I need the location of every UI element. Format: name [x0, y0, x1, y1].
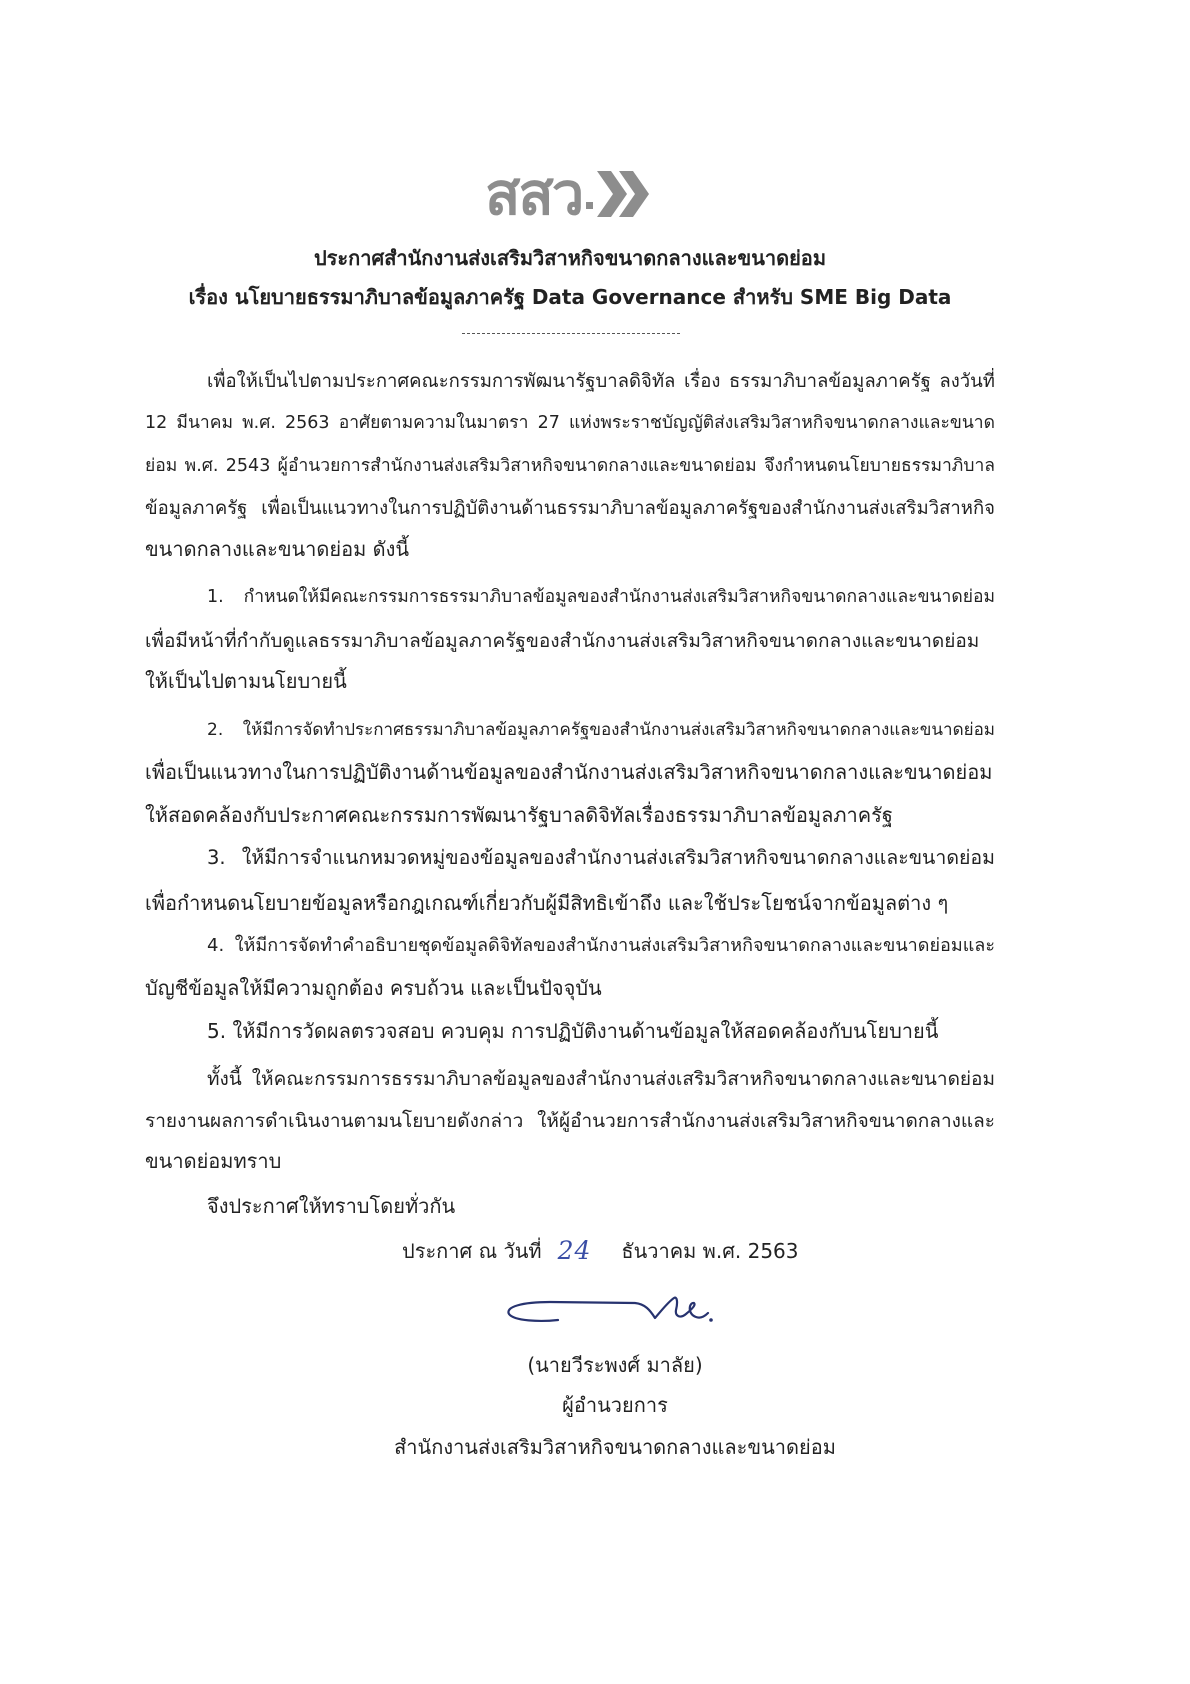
double-chevron-icon	[597, 171, 651, 217]
announcement-title: ประกาศสำนักงานส่งเสริมวิสาหกิจขนาดกลางและขนาดย่อม	[313, 246, 826, 270]
signatory-organization: สำนักงานส่งเสริมวิสาหกิจขนาดกลางและขนาดย่อม	[394, 1435, 836, 1459]
date-month-year: ธันวาคม พ.ศ. 2563	[621, 1239, 799, 1263]
policy-item-1-line: เพื่อมีหน้าที่กำกับดูแลธรรมาภิบาลข้อมูลภาครัฐของสำนักงานส่งเสริมวิสาหกิจขนาดกลางและขนาดย่อม	[145, 630, 980, 652]
intro-line: เพื่อให้เป็นไปตามประกาศคณะกรรมการพัฒนารัฐบาลดิจิทัล เรื่อง ธรรมาภิบาลข้อมูลภาครัฐ ลงวันที่	[207, 371, 995, 392]
handwritten-signature	[500, 1292, 720, 1332]
policy-item-4-line: 4. ให้มีการจัดทำคำอธิบายชุดข้อมูลดิจิทัลของสำนักงานส่งเสริมวิสาหกิจขนาดกลางและขนาดย่อมและ	[207, 935, 995, 956]
signatory-position: ผู้อำนวยการ	[562, 1393, 668, 1417]
logo-text: สสว	[485, 160, 583, 228]
policy-item-2-line: 2. ให้มีการจัดทำประกาศธรรมาภิบาลข้อมูลภาครัฐของสำนักงานส่งเสริมวิสาหกิจขนาดกลางและขนาดย่อม	[207, 720, 995, 740]
signatory-name: (นายวีระพงศ์ มาลัย)	[527, 1353, 703, 1377]
osmep-logo	[485, 162, 651, 226]
handwritten-day: 24	[557, 1236, 592, 1265]
conclusion-line: จึงประกาศให้ทราบโดยทั่วกัน	[207, 1194, 456, 1218]
policy-item-3-line: 3. ให้มีการจำแนกหมวดหมู่ของข้อมูลของสำนักงานส่งเสริมวิสาหกิจขนาดกลางและขนาดย่อม	[207, 846, 995, 869]
intro-line: ข้อมูลภาครัฐ เพื่อเป็นแนวทางในการปฏิบัติงานด้านธรรมาภิบาลข้อมูลภาครัฐของสำนักงานส่งเสริมวิสาหกิจ	[145, 498, 995, 519]
policy-item-4-line: บัญชีข้อมูลให้มีความถูกต้อง ครบถ้วน และเป็นปัจจุบัน	[145, 976, 602, 1000]
logo-dot	[586, 202, 593, 209]
announcement-subject: เรื่อง นโยบายธรรมาภิบาลข้อมูลภาครัฐ Data Governance สำหรับ SME Big Data	[188, 285, 952, 309]
intro-line: 12 มีนาคม พ.ศ. 2563 อาศัยตามความในมาตรา 27 แห่งพระราชบัญญัติส่งเสริมวิสาหกิจขนาดกลางและขนาด	[145, 413, 995, 433]
announcement-date	[402, 1230, 842, 1272]
policy-item-1-line: ให้เป็นไปตามนโยบายนี้	[145, 669, 347, 693]
closing-line: ขนาดย่อมทราบ	[145, 1149, 282, 1173]
closing-line: ทั้งนี้ ให้คณะกรรมการธรรมาภิบาลข้อมูลของสำนักงานส่งเสริมวิสาหกิจขนาดกลางและขนาดย่อม	[207, 1068, 995, 1090]
date-prefix: ประกาศ ณ วันที่	[402, 1239, 542, 1263]
policy-item-2-line: ให้สอดคล้องกับประกาศคณะกรรมการพัฒนารัฐบาลดิจิทัลเรื่องธรรมาภิบาลข้อมูลภาครัฐ	[145, 803, 893, 827]
policy-item-5-line: 5. ให้มีการวัดผลตรวจสอบ ควบคุม การปฏิบัติงานด้านข้อมูลให้สอดคล้องกับนโยบายนี้	[207, 1019, 939, 1043]
policy-item-3-line: เพื่อกำหนดนโยบายข้อมูลหรือกฎเกณฑ์เกี่ยวกับผู้มีสิทธิเข้าถึง และใช้ประโยชน์จากข้อมูลต่าง ๆ	[145, 891, 949, 915]
intro-line: ขนาดกลางและขนาดย่อม ดังนี้	[145, 537, 410, 561]
policy-item-2-line: เพื่อเป็นแนวทางในการปฏิบัติงานด้านข้อมูลของสำนักงานส่งเสริมวิสาหกิจขนาดกลางและขนาดย่อม	[145, 760, 993, 784]
intro-line: ย่อม พ.ศ. 2543 ผู้อำนวยการสำนักงานส่งเสริมวิสาหกิจขนาดกลางและขนาดย่อม จึงกำหนดนโยบายธรรมาภิบาล	[145, 456, 995, 476]
policy-item-1-line: 1. กำหนดให้มีคณะกรรมการธรรมาภิบาลข้อมูลของสำนักงานส่งเสริมวิสาหกิจขนาดกลางและขนาดย่อม	[207, 587, 995, 607]
closing-line: รายงานผลการดำเนินงานตามนโยบายดังกล่าว ให้ผู้อำนวยการสำนักงานส่งเสริมวิสาหกิจขนาดกลางและ	[145, 1110, 995, 1132]
title-divider	[462, 333, 680, 334]
